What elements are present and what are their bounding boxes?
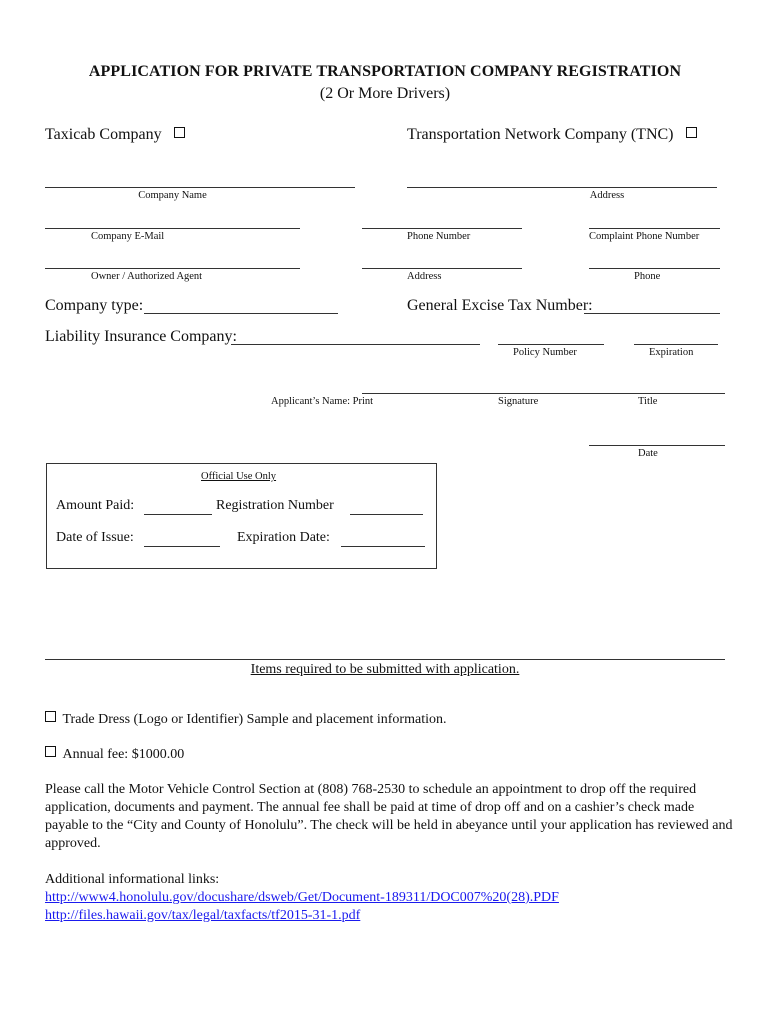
owner-agent-label: Owner / Authorized Agent	[91, 271, 203, 282]
owner-address-label: Address	[407, 271, 442, 282]
tnc-label: Transportation Network Company (TNC)	[407, 126, 674, 143]
date-line[interactable]	[589, 445, 725, 446]
taxicab-checkbox[interactable]	[174, 127, 185, 138]
registration-number-line[interactable]	[350, 514, 423, 515]
official-use-box	[46, 463, 437, 569]
company-address-label: Address	[589, 190, 625, 201]
phone-number-line[interactable]	[362, 228, 522, 229]
company-email-label: Company E-Mail	[91, 231, 165, 242]
requirement-item-label: Trade Dress (Logo or Identifier) Sample and placement information.	[62, 712, 447, 727]
date-label: Date	[638, 448, 658, 459]
excise-tax-line[interactable]	[584, 313, 720, 314]
link-item[interactable]	[45, 889, 559, 907]
amount-paid-field	[56, 498, 134, 514]
official-use-heading: Official Use Only	[201, 471, 277, 482]
requirements-heading: Items required to be submitted with application.	[250, 662, 520, 677]
excise-tax-label: General Excise Tax Number:	[407, 297, 593, 314]
signature-label: Signature	[498, 396, 539, 407]
owner-phone-label: Phone	[634, 271, 661, 282]
instructions-paragraph: Please call the Motor Vehicle Control Section at (808) 768-2530 to schedule an appointment to drop off the required application, documents and payment. The annual fee shall be paid at time of drop off and on a cashier’s check made payable to the “City and County of Honolulu”. The check will be held in abeyance until your application has reviewed and approved.	[45, 782, 733, 851]
company-type-label: Company type:	[45, 297, 144, 314]
liability-insurance-line[interactable]	[231, 344, 480, 345]
registration-number-label: Registration Number	[216, 498, 334, 513]
tnc-option	[407, 126, 697, 144]
date-of-issue-label: Date of Issue:	[56, 530, 134, 545]
requirement-item	[45, 711, 446, 728]
expiration-date-line[interactable]	[341, 546, 425, 547]
form-title: APPLICATION FOR PRIVATE TRANSPORTATION COMPANY REGISTRATION	[88, 63, 682, 80]
taxfacts-link[interactable]: http://files.hawaii.gov/tax/legal/taxfacts/tf2015-31-1.pdf	[45, 908, 361, 923]
requirement-item	[45, 746, 184, 763]
annual-fee-checkbox[interactable]	[45, 746, 56, 757]
owner-agent-line[interactable]	[45, 268, 300, 269]
policy-number-label: Policy Number	[513, 347, 577, 358]
company-type-line[interactable]	[144, 313, 338, 314]
phone-number-label: Phone Number	[407, 231, 471, 242]
expiration-label: Expiration	[649, 347, 694, 358]
company-name-label: Company Name	[138, 190, 207, 201]
tnc-checkbox[interactable]	[686, 127, 697, 138]
taxicab-option	[45, 126, 185, 144]
applicant-signature-line[interactable]	[362, 393, 725, 394]
applicant-name-label: Applicant’s Name: Print	[271, 396, 374, 407]
links-heading: Additional informational links:	[45, 872, 220, 887]
date-of-issue-line[interactable]	[144, 546, 220, 547]
complaint-phone-label: Complaint Phone Number	[589, 231, 700, 242]
form-subtitle: (2 Or More Drivers)	[319, 85, 451, 102]
amount-paid-line[interactable]	[144, 514, 212, 515]
document-link[interactable]: http://www4.honolulu.gov/docushare/dsweb/Get/Document-189311/DOC007%20(28).PDF	[45, 890, 559, 905]
complaint-phone-line[interactable]	[589, 228, 720, 229]
section-divider	[45, 659, 725, 660]
liability-insurance-label: Liability Insurance Company:	[45, 328, 237, 345]
company-name-line[interactable]	[45, 187, 355, 188]
company-email-line[interactable]	[45, 228, 300, 229]
policy-number-line[interactable]	[498, 344, 604, 345]
link-item[interactable]	[45, 907, 360, 925]
amount-paid-label: Amount Paid:	[56, 498, 135, 513]
title-label: Title	[638, 396, 658, 407]
taxicab-label: Taxicab Company	[45, 126, 162, 143]
expiration-date-label: Expiration Date:	[237, 530, 330, 545]
owner-phone-line[interactable]	[589, 268, 720, 269]
expiration-line[interactable]	[634, 344, 718, 345]
requirement-item-label: Annual fee: $1000.00	[62, 747, 185, 762]
company-address-line[interactable]	[407, 187, 717, 188]
owner-address-line[interactable]	[362, 268, 522, 269]
trade-dress-checkbox[interactable]	[45, 711, 56, 722]
